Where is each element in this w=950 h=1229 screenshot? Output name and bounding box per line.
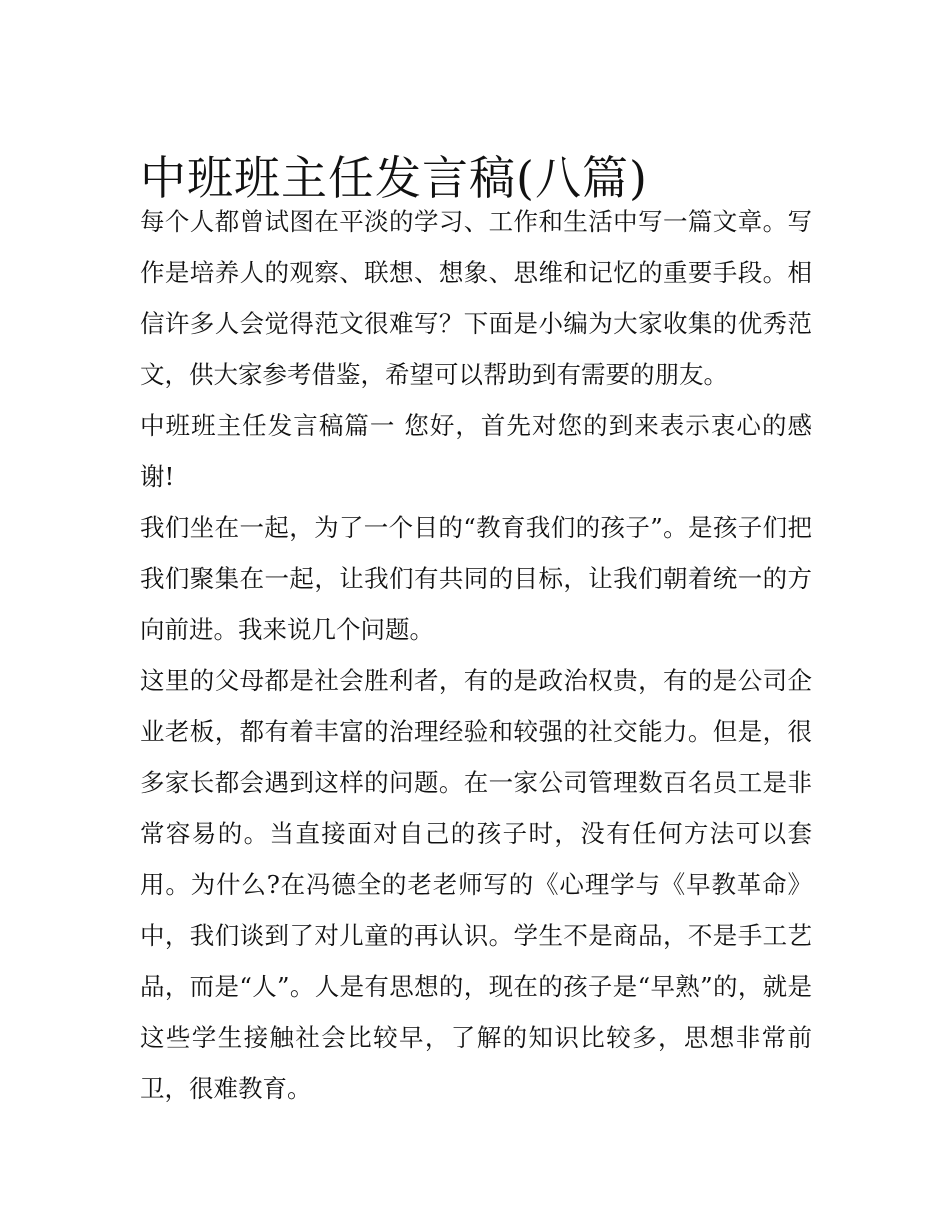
parents-paragraph: 这里的父母都是社会胜利者，有的是政治权贵，有的是公司企业老板，都有着丰富的治理经验和较强的社交能力。但是，很多家长都会遇到这样的问题。在一家公司管理数百名员工是非常容易的。当直接面对自己的孩子时，没有任何方法可以套用。为什么?在冯德全的老老师写的《心理学与《早教革命》中，我们谈到了对儿童的再认识。学生不是商品，不是手工艺品，而是“人”。人是有思想的，现在的孩子是“早熟”的，就是这些学生接触社会比较早，了解的知识比较多，思想非常前卫，很难教育。 (140, 666, 812, 1103)
document-title: 中班班主任发言稿(八篇) (140, 150, 648, 205)
intro-paragraph: 每个人都曾试图在平淡的学习、工作和生活中写一篇文章。写作是培养人的观察、联想、想象、思维和记忆的重要手段。相信许多人会觉得范文很难写？下面是小编为大家收集的优秀范文，供大家参考借鉴，希望可以帮助到有需要的朋友。 (140, 207, 812, 389)
document-body (140, 196, 812, 1114)
speech-opening-paragraph: 中班班主任发言稿篇一 您好，首先对您的到来表示衷心的感谢! (140, 411, 812, 491)
purpose-paragraph: 我们坐在一起，为了一个目的“教育我们的孩子”。是孩子们把我们聚集在一起，让我们有共同的目标，让我们朝着统一的方向前进。我来说几个问题。 (140, 513, 812, 644)
